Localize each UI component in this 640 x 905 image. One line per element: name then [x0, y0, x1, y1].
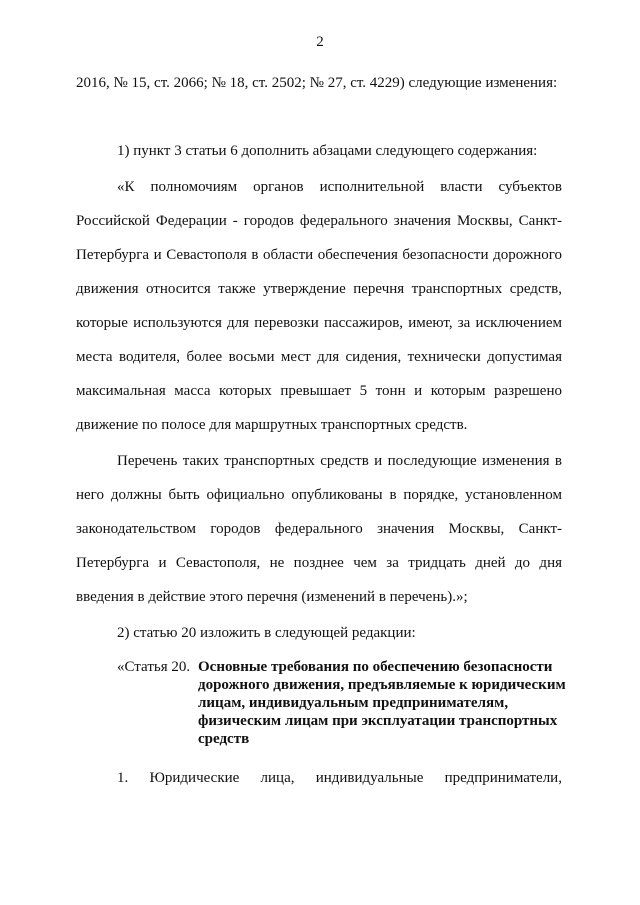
article-label: «Статья 20.	[117, 659, 191, 675]
item-word: Юридические	[149, 770, 240, 786]
paragraph-text: «К полномочиям органов исполнительной власти субъектов Российской Федерации - городов федерального значения Москвы, Санкт-Петербурга и Севастополя в области обеспечения безопасности дорожного движения относится также утверждение перечня транспортных средств, которые используются для перевозки пассажиров, имеют, за исключением места водителя, более восьми мест для сидения, технически допустимая максимальная масса которых превышает 5 тонн и которым разрешено движение по полосе для маршрутных транспортных средств.	[76, 179, 562, 433]
item-word: индивидуальные	[315, 770, 424, 786]
paragraph-item-1	[76, 134, 562, 168]
paragraph-quote-powers	[76, 170, 562, 442]
article-item-1	[76, 761, 562, 795]
paragraph-list-publication	[76, 444, 562, 614]
paragraph-item-2	[76, 616, 562, 650]
paragraph-text: 2) статью 20 изложить в следующей редакции:	[117, 625, 416, 641]
page-number: 2	[316, 34, 324, 50]
item-word: предприниматели,	[444, 770, 562, 786]
paragraph-text: Перечень таких транспортных средств и последующие изменения в него должны быть официально опубликованы в порядке, установленном законодательством городов федерального значения Москвы, Санкт-Петербурга и Севастополя, не позднее чем за тридцать дней до дня введения в действие этого перечня (изменений в перечень).»;	[76, 453, 562, 605]
item-word: лица,	[260, 770, 295, 786]
paragraph-text: 1) пункт 3 статьи 6 дополнить абзацами следующего содержания:	[117, 143, 538, 159]
item-number: 1.	[117, 770, 129, 786]
paragraph-continuation	[76, 66, 562, 100]
article-title: Основные требования по обеспечению безопасности дорожного движения, предъявляемые к юридическим лицам, индивидуальным предпринимателям, физическим лицам при эксплуатации транспортных средств	[198, 659, 566, 747]
paragraph-text: 2016, № 15, ст. 2066; № 18, ст. 2502; № 27, ст. 4229) следующие изменения:	[76, 75, 558, 91]
